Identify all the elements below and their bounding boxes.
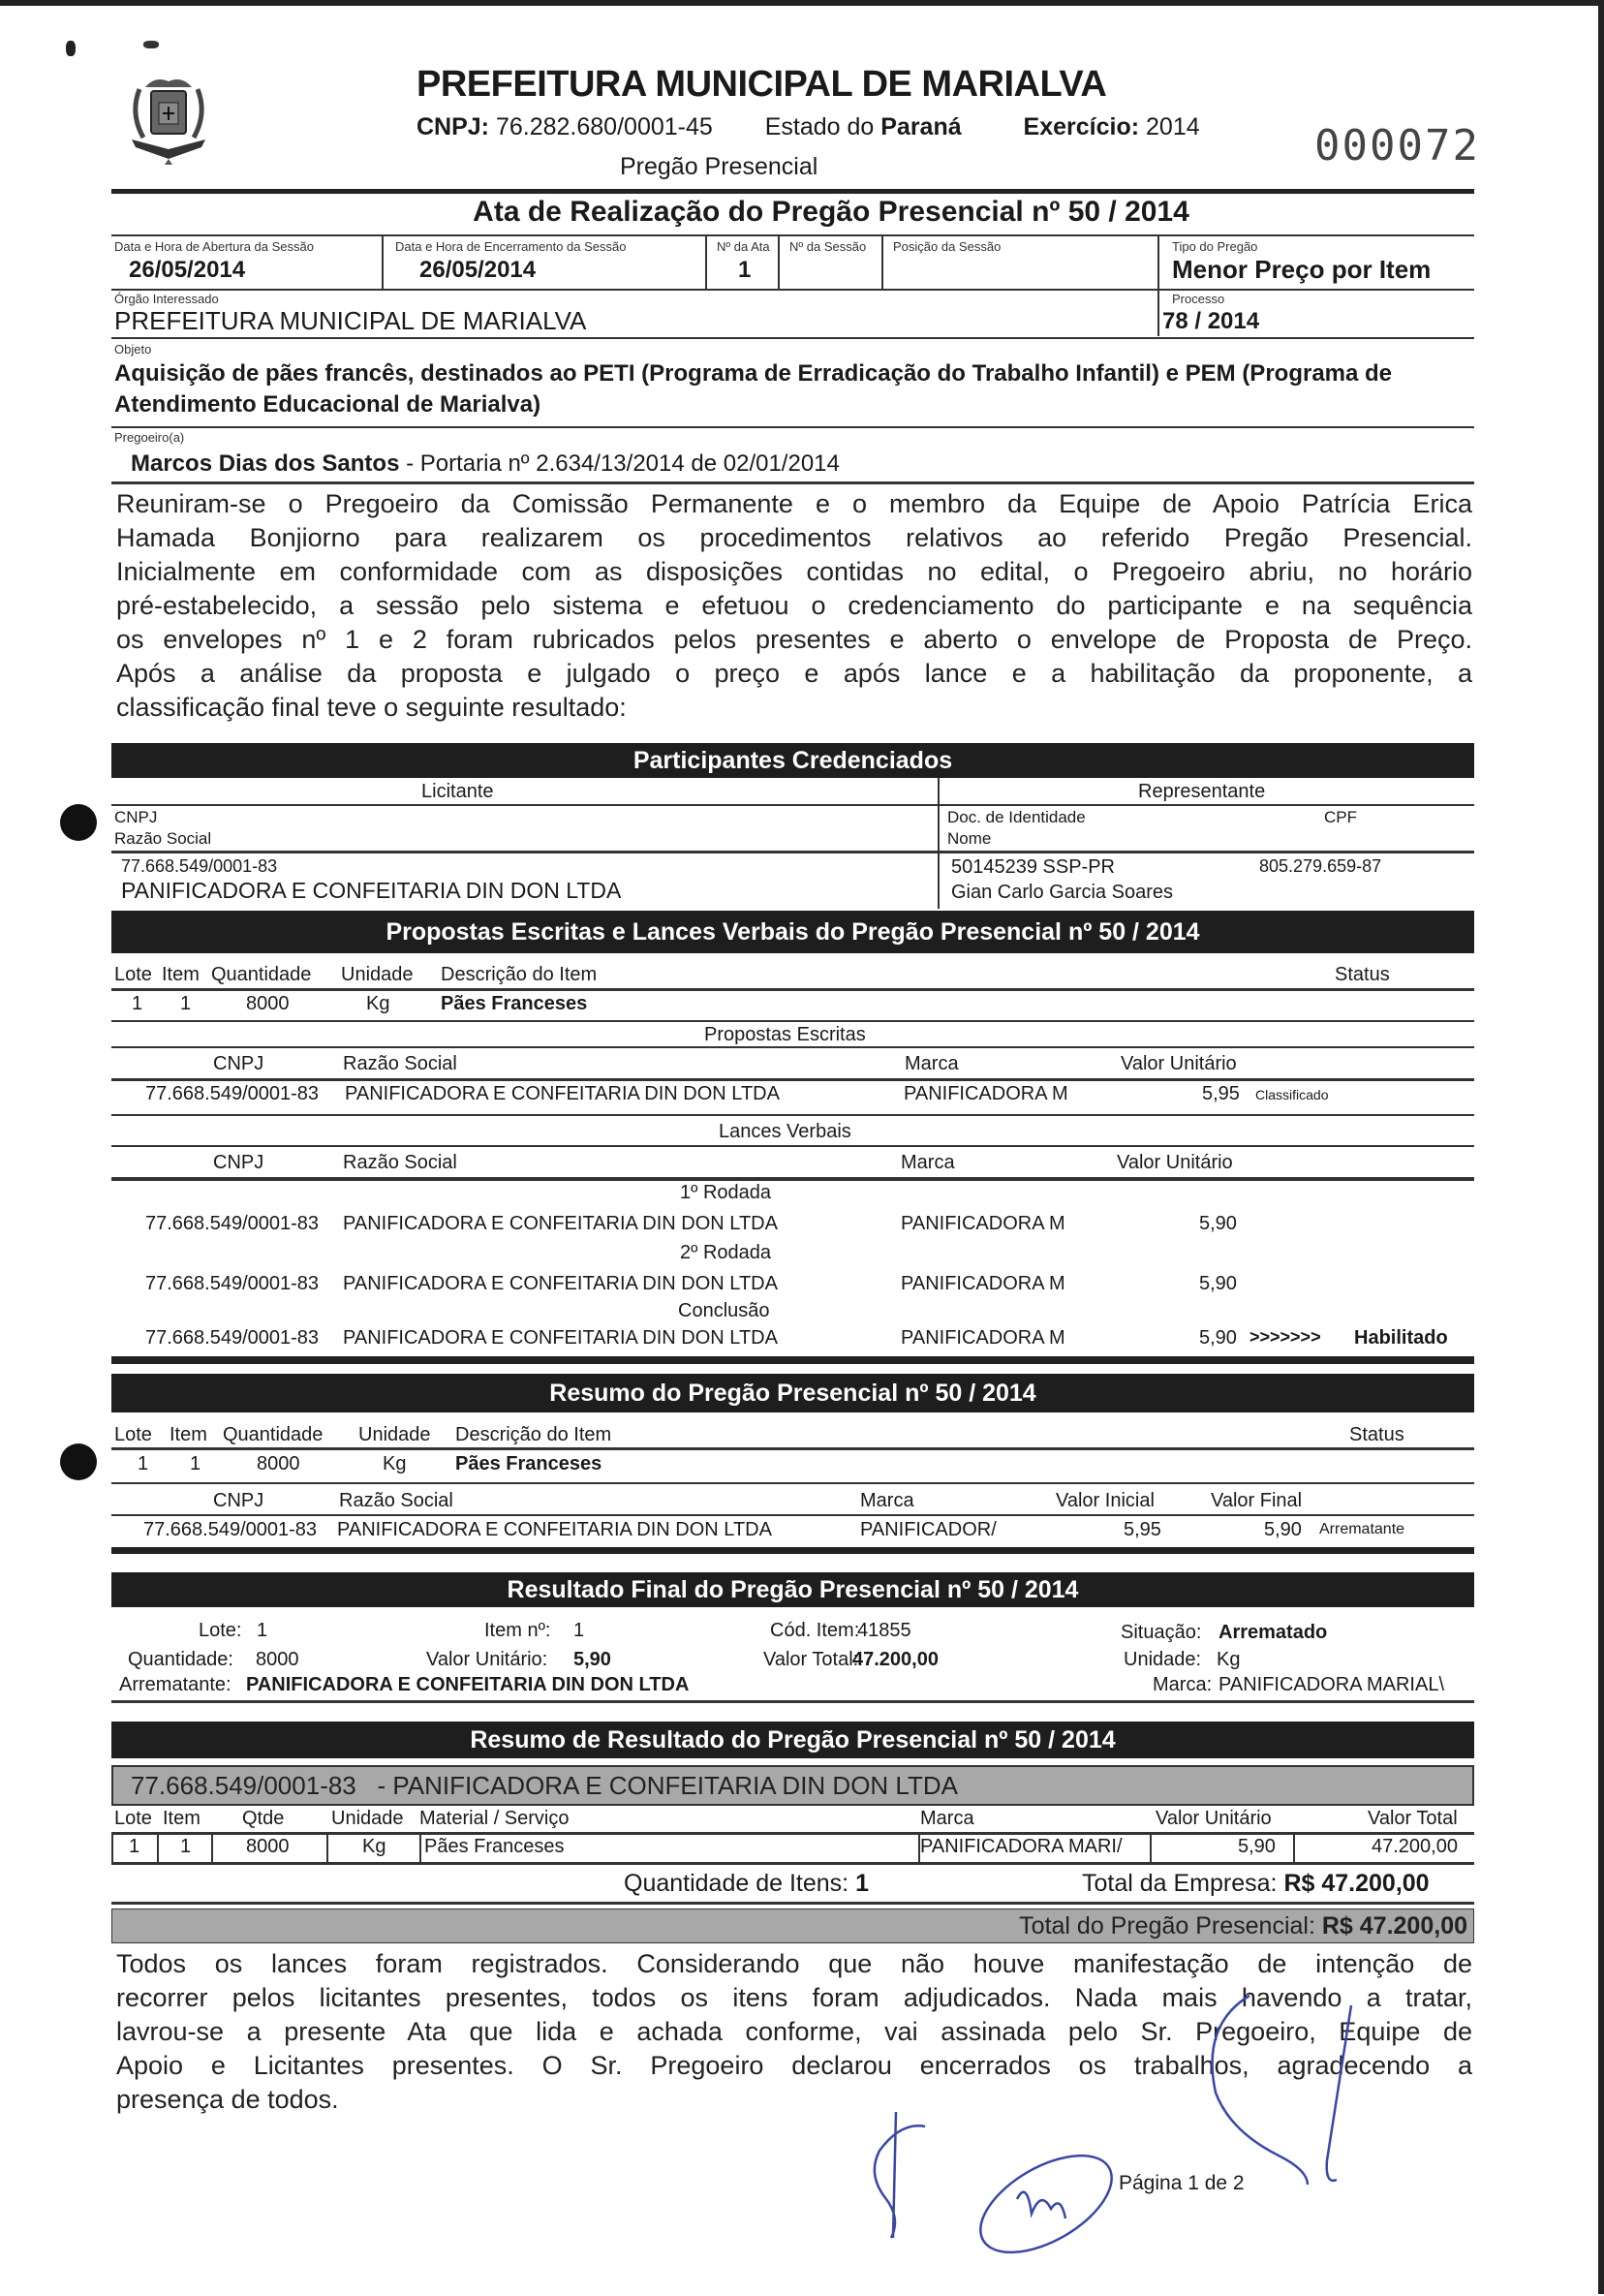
paragraph-line: classificação final teve o seguinte resultado: [116, 693, 627, 722]
num-ata-value: 1 [738, 257, 752, 283]
divider [111, 426, 1474, 428]
divider [111, 234, 1474, 236]
item-descricao: Pães Franceses [441, 993, 588, 1014]
divider [111, 1046, 1474, 1048]
col-valor-final: Valor Final [1211, 1490, 1303, 1511]
num-ata-label: Nº da Ata [717, 239, 770, 254]
pregoeiro-name: Marcos Dias dos Santos [131, 450, 400, 477]
col-valor-unitario: Valor Unitário [1117, 1152, 1233, 1173]
col-unidade: Unidade [358, 1424, 431, 1445]
resumo-marca: PANIFICADOR/ [860, 1519, 997, 1540]
quantidade-value: 8000 [256, 1649, 299, 1670]
rr-unidade: Kg [362, 1836, 386, 1857]
round-status-habilitado: Habilitado [1354, 1327, 1448, 1349]
col-valor-total: Valor Total [1368, 1808, 1458, 1829]
divider [111, 1833, 113, 1862]
divider [111, 1700, 1474, 1703]
escrita-valor: 5,95 [1202, 1083, 1240, 1104]
participant-razao: PANIFICADORA E CONFEITARIA DIN DON LTDA [121, 878, 622, 903]
representante-label: Representante [1138, 781, 1266, 802]
valor-unitario-label: Valor Unitário: [426, 1649, 548, 1670]
abertura-value: 26/05/2014 [129, 257, 246, 283]
cod-item-value: 41855 [857, 1620, 911, 1641]
divider [111, 1447, 1474, 1450]
section-divider [111, 1356, 1474, 1364]
cpf-label: CPF [1324, 808, 1357, 826]
col-cnpj: CNPJ [213, 1053, 264, 1074]
resumo-cnpj: 77.668.549/0001-83 [143, 1519, 318, 1540]
header-divider [111, 189, 1474, 194]
paragraph-line: Reuniram-se o Pregoeiro da Comissão Permanente e o membro da Equipe de Apoio Patrícia Erica [116, 489, 1472, 518]
escrita-cnpj: 77.668.549/0001-83 [145, 1083, 320, 1104]
marca-label: Marca: [1153, 1674, 1213, 1695]
scan-right-edge [1598, 0, 1604, 2294]
col-lote: Lote [114, 964, 152, 985]
punch-hole [60, 1443, 97, 1480]
cnpj-label: CNPJ: [416, 113, 490, 140]
total-pregao-bar [111, 1908, 1474, 1943]
orgao-label: Órgão Interessado [114, 292, 219, 306]
resumo-status: Arrematante [1319, 1521, 1405, 1537]
estado-value: Paraná [880, 113, 962, 140]
paragraph-line: Apoio e Licitantes presentes. O Sr. Pregoeiro declarou encerrados os trabalhos, agradecendo a [116, 2051, 1472, 2080]
processo-label: Processo [1172, 292, 1225, 306]
paragraph-line: Todos os lances foram registrados. Considerando que não houve manifestação de intenção de [116, 1949, 1472, 1978]
divider [111, 1514, 1474, 1516]
col-cnpj: CNPJ [213, 1152, 264, 1173]
lote-value: 1 [257, 1620, 268, 1641]
round-marca: PANIFICADORA M [901, 1213, 1065, 1234]
divider [938, 778, 940, 909]
divider [326, 1833, 328, 1862]
orgao-value: PREFEITURA MUNICIPAL DE MARIALVA [114, 306, 587, 335]
cnpj-value: 76.282.680/0001-45 [495, 113, 713, 140]
page-stamp-number: 000072 [1314, 121, 1480, 171]
ata-title: Ata de Realização do Pregão Presencial nº 50 / 2014 [473, 196, 1189, 228]
round-label: Conclusão [678, 1300, 770, 1321]
col-razao-social: Razão Social [343, 1152, 457, 1173]
signature-icon [1182, 1986, 1395, 2248]
paragraph-line: Após a análise da proposta e julgado o preço e após lance e a habilitação da proponente, a [116, 659, 1472, 688]
propostas-heading: Propostas Escritas e Lances Verbais do Pregão Presencial nº 50 / 2014 [111, 911, 1474, 953]
qtd-itens-label [624, 1870, 869, 1898]
licitante-label: Licitante [421, 781, 494, 802]
section-divider [111, 1547, 1474, 1554]
round-arrows: >>>>>>> [1249, 1327, 1321, 1347]
cnpj-label: CNPJ [114, 808, 158, 826]
col-marca: Marca [905, 1053, 959, 1074]
empresa-bar-text: 77.668.549/0001-83 - PANIFICADORA E CONFEITARIA DIN DON LTDA [131, 1771, 958, 1800]
round-valor: 5,90 [1199, 1327, 1237, 1349]
paragraph-line: lavrou-se a presente Ata que lida e achada conforme, vai assinada pelo Sr. Pregoeiro, Equipe de [116, 2017, 1472, 2046]
col-material: Material / Serviço [419, 1808, 570, 1829]
col-status: Status [1349, 1424, 1404, 1445]
col-valor-unitario: Valor Unitário [1156, 1808, 1272, 1829]
col-quantidade: Quantidade [211, 964, 312, 985]
encerramento-value: 26/05/2014 [419, 257, 537, 283]
col-marca: Marca [920, 1808, 974, 1829]
total-pregao-label: Total do Pregão Presencial: [1019, 1912, 1315, 1939]
unidade-label: Unidade: [1124, 1649, 1202, 1670]
total-empresa-label: Total da Empresa: [1082, 1870, 1278, 1897]
divider [111, 289, 1474, 291]
valor-total-value: 47.200,00 [852, 1649, 939, 1670]
col-lote: Lote [114, 1424, 152, 1445]
total-empresa-value: R$ 47.200,00 [1283, 1870, 1430, 1897]
item-no-value: 1 [573, 1620, 585, 1641]
punch-hole [60, 804, 97, 841]
item-unidade: Kg [383, 1453, 407, 1474]
round-marca: PANIFICADORA M [901, 1273, 1065, 1294]
paragraph-line: recorrer pelos licitantes presentes, todos os itens foram adjudicados. Nada mais havendo a tratar, [116, 1983, 1472, 2012]
participant-cpf: 805.279.659-87 [1259, 856, 1382, 876]
quantidade-label: Quantidade: [128, 1649, 233, 1670]
item-item: 1 [190, 1453, 201, 1474]
resumo-heading: Resumo do Pregão Presencial nº 50 / 2014 [111, 1374, 1474, 1412]
col-unidade: Unidade [331, 1808, 404, 1829]
divider [111, 1862, 1474, 1865]
lances-verbais-label: Lances Verbais [719, 1121, 851, 1142]
objeto-value: Aquisição de pães francês, destinados ao PETI (Programa de Erradicação do Trabalho Infantil) e PEM (Programa de Atendimento Educacional de Marialva) [114, 360, 1393, 418]
item-quantidade: 8000 [257, 1453, 300, 1474]
col-unidade: Unidade [341, 964, 414, 985]
divider [111, 804, 1474, 806]
municipality-title: PREFEITURA MUNICIPAL DE MARIALVA [416, 64, 1107, 105]
item-lote: 1 [132, 993, 143, 1014]
col-quantidade: Quantidade [223, 1424, 324, 1445]
divider [111, 1482, 1474, 1484]
scan-top-edge [0, 0, 1604, 6]
round-cnpj: 77.668.549/0001-83 [145, 1273, 320, 1294]
round-valor: 5,90 [1199, 1213, 1237, 1234]
signature-icon [954, 2141, 1148, 2296]
col-lote: Lote [114, 1808, 152, 1829]
round-valor: 5,90 [1199, 1273, 1237, 1294]
modalidade-label: Pregão Presencial [620, 153, 818, 180]
divider [1150, 1833, 1152, 1862]
participant-cnpj: 77.668.549/0001-83 [121, 856, 278, 876]
tipo-pregao-value: Menor Preço por Item [1172, 255, 1432, 284]
empresa-bar [111, 1765, 1474, 1806]
divider [111, 1020, 1474, 1022]
escrita-razao: PANIFICADORA E CONFEITARIA DIN DON LTDA [345, 1083, 780, 1104]
col-item: Item [162, 964, 200, 985]
escrita-status: Classificado [1255, 1087, 1329, 1102]
resumo-valor-final: 5,90 [1264, 1519, 1302, 1540]
col-item: Item [163, 1808, 200, 1829]
divider [157, 1833, 159, 1862]
round-razao: PANIFICADORA E CONFEITARIA DIN DON LTDA [343, 1273, 778, 1294]
divider [211, 1833, 213, 1862]
col-status: Status [1335, 964, 1390, 985]
objeto-label: Objeto [114, 342, 152, 357]
divider [111, 481, 1474, 484]
divider [382, 235, 384, 289]
divider [111, 1145, 1474, 1147]
divider [111, 1832, 1474, 1835]
round-label: 1º Rodada [680, 1182, 772, 1203]
round-marca: PANIFICADORA M [901, 1327, 1065, 1349]
rr-qtde: 8000 [246, 1836, 290, 1857]
arrematante-value: PANIFICADORA E CONFEITARIA DIN DON LTDA [246, 1674, 690, 1695]
resultado-final-heading: Resultado Final do Pregão Presencial nº 50 / 2014 [111, 1572, 1474, 1607]
col-valor-inicial: Valor Inicial [1056, 1490, 1155, 1511]
col-valor-unitario: Valor Unitário [1121, 1053, 1237, 1074]
participant-doc: 50145239 SSP-PR [951, 856, 1116, 878]
col-qtde: Qtde [242, 1808, 285, 1829]
divider [1293, 1833, 1295, 1862]
round-cnpj: 77.668.549/0001-83 [145, 1213, 320, 1234]
round-razao: PANIFICADORA E CONFEITARIA DIN DON LTDA [343, 1213, 778, 1234]
paragraph-line: pré-estabelecido, a sessão pelo sistema e efetuou o credenciamento do participante e na sequência [116, 591, 1472, 620]
paragraph-line: presença de todos. [116, 2085, 339, 2114]
doc-identidade-label: Doc. de Identidade [947, 808, 1086, 826]
divider [111, 1902, 1474, 1905]
lote-label: Lote: [199, 1620, 242, 1641]
col-marca: Marca [901, 1152, 955, 1173]
divider [111, 988, 1474, 991]
col-cnpj: CNPJ [213, 1490, 264, 1511]
valor-unitario-value: 5,90 [573, 1649, 611, 1670]
pregoeiro-portaria: - Portaria nº 2.634/13/2014 de 02/01/2014 [399, 450, 840, 477]
encerramento-label: Data e Hora de Encerramento da Sessão [395, 239, 627, 254]
nome-label: Nome [947, 829, 992, 848]
rr-valor-total: 47.200,00 [1372, 1836, 1458, 1857]
col-item: Item [170, 1424, 207, 1445]
rr-item: 1 [180, 1836, 192, 1857]
marca-value: PANIFICADORA MARIAL\ [1218, 1674, 1445, 1695]
participant-nome: Gian Carlo Garcia Soares [951, 882, 1173, 903]
posicao-sessao-label: Posição da Sessão [893, 239, 1002, 254]
col-razao-social: Razão Social [339, 1490, 453, 1511]
round-cnpj: 77.668.549/0001-83 [145, 1327, 320, 1349]
exercicio-label: Exercício: [1023, 113, 1140, 140]
paragraph-line: Inicialmente em conformidade com as disposições contidas no edital, o Pregoeiro abriu, no horário [116, 557, 1472, 586]
round-label: 2º Rodada [680, 1242, 772, 1263]
col-razao-social: Razão Social [343, 1053, 457, 1074]
num-sessao-label: Nº da Sessão [789, 239, 867, 254]
tipo-pregao-label: Tipo do Pregão [1172, 239, 1258, 254]
divider [111, 1078, 1474, 1081]
total-empresa [1082, 1870, 1430, 1898]
qtd-itens-value: 1 [855, 1870, 869, 1897]
divider [778, 235, 780, 289]
pregoeiro-label: Pregoeiro(a) [114, 430, 185, 445]
divider [1157, 235, 1159, 336]
divider [111, 1177, 1474, 1181]
paragraph-line: Hamada Bonjiorno para realizarem os procedimentos relativos ao referido Pregão Presencial. [116, 523, 1472, 552]
item-lote: 1 [138, 1453, 149, 1474]
divider [111, 337, 1474, 339]
escrita-marca: PANIFICADORA M [904, 1083, 1068, 1104]
total-pregao-value: R$ 47.200,00 [1321, 1912, 1467, 1939]
qtd-itens-label-text: Quantidade de Itens: [624, 1870, 849, 1897]
resumo-valor-inicial: 5,95 [1124, 1519, 1161, 1540]
item-descricao: Pães Franceses [455, 1453, 602, 1474]
divider [419, 1833, 421, 1862]
item-unidade: Kg [366, 993, 390, 1014]
item-quantidade: 8000 [246, 993, 290, 1014]
estado-label: Estado do [764, 113, 875, 140]
abertura-label: Data e Hora de Abertura da Sessão [114, 239, 314, 254]
razao-social-label: Razão Social [114, 829, 212, 848]
situacao-label: Situação: [1121, 1622, 1202, 1643]
rr-lote: 1 [129, 1836, 140, 1857]
rr-marca: PANIFICADORA MARI/ [920, 1836, 1123, 1857]
participantes-heading: Participantes Credenciados [111, 743, 1474, 778]
round-razao: PANIFICADORA E CONFEITARIA DIN DON LTDA [343, 1327, 778, 1349]
divider [705, 235, 707, 289]
processo-value: 78 / 2014 [1162, 308, 1260, 334]
arrematante-label: Arrematante: [119, 1674, 231, 1695]
rr-material: Pães Franceses [424, 1836, 565, 1857]
header-info-line [416, 113, 1200, 141]
item-item: 1 [180, 993, 192, 1014]
intro-paragraph [116, 487, 1472, 725]
divider [111, 851, 1474, 853]
exercicio-value: 2014 [1146, 113, 1200, 140]
divider [111, 1114, 1474, 1116]
col-descricao: Descrição do Item [455, 1424, 612, 1445]
paragraph-line: os envelopes nº 1 e 2 foram rubricados pelos presentes e aberto o envelope de Proposta de Preço. [116, 625, 1472, 654]
resumo-resultado-heading: Resumo de Resultado do Pregão Presencial nº 50 / 2014 [111, 1722, 1474, 1758]
valor-total-label: Valor Total: [763, 1649, 859, 1670]
scan-speck [66, 41, 76, 56]
unidade-value: Kg [1217, 1649, 1241, 1670]
item-no-label: Item nº: [484, 1620, 551, 1641]
divider [881, 235, 883, 289]
scan-speck [143, 41, 159, 48]
rr-valor-unit: 5,90 [1238, 1836, 1276, 1857]
resumo-razao: PANIFICADORA E CONFEITARIA DIN DON LTDA [337, 1519, 772, 1540]
pregoeiro-line [131, 450, 840, 478]
coat-of-arms-icon [116, 70, 221, 167]
page-number: Página 1 de 2 [1119, 2172, 1245, 2194]
situacao-value: Arrematado [1218, 1622, 1328, 1643]
cod-item-label: Cód. Item: [770, 1620, 860, 1641]
col-descricao: Descrição do Item [441, 964, 598, 985]
total-pregao-text [1019, 1912, 1467, 1940]
propostas-escritas-label: Propostas Escritas [704, 1024, 866, 1045]
col-marca: Marca [860, 1490, 914, 1511]
